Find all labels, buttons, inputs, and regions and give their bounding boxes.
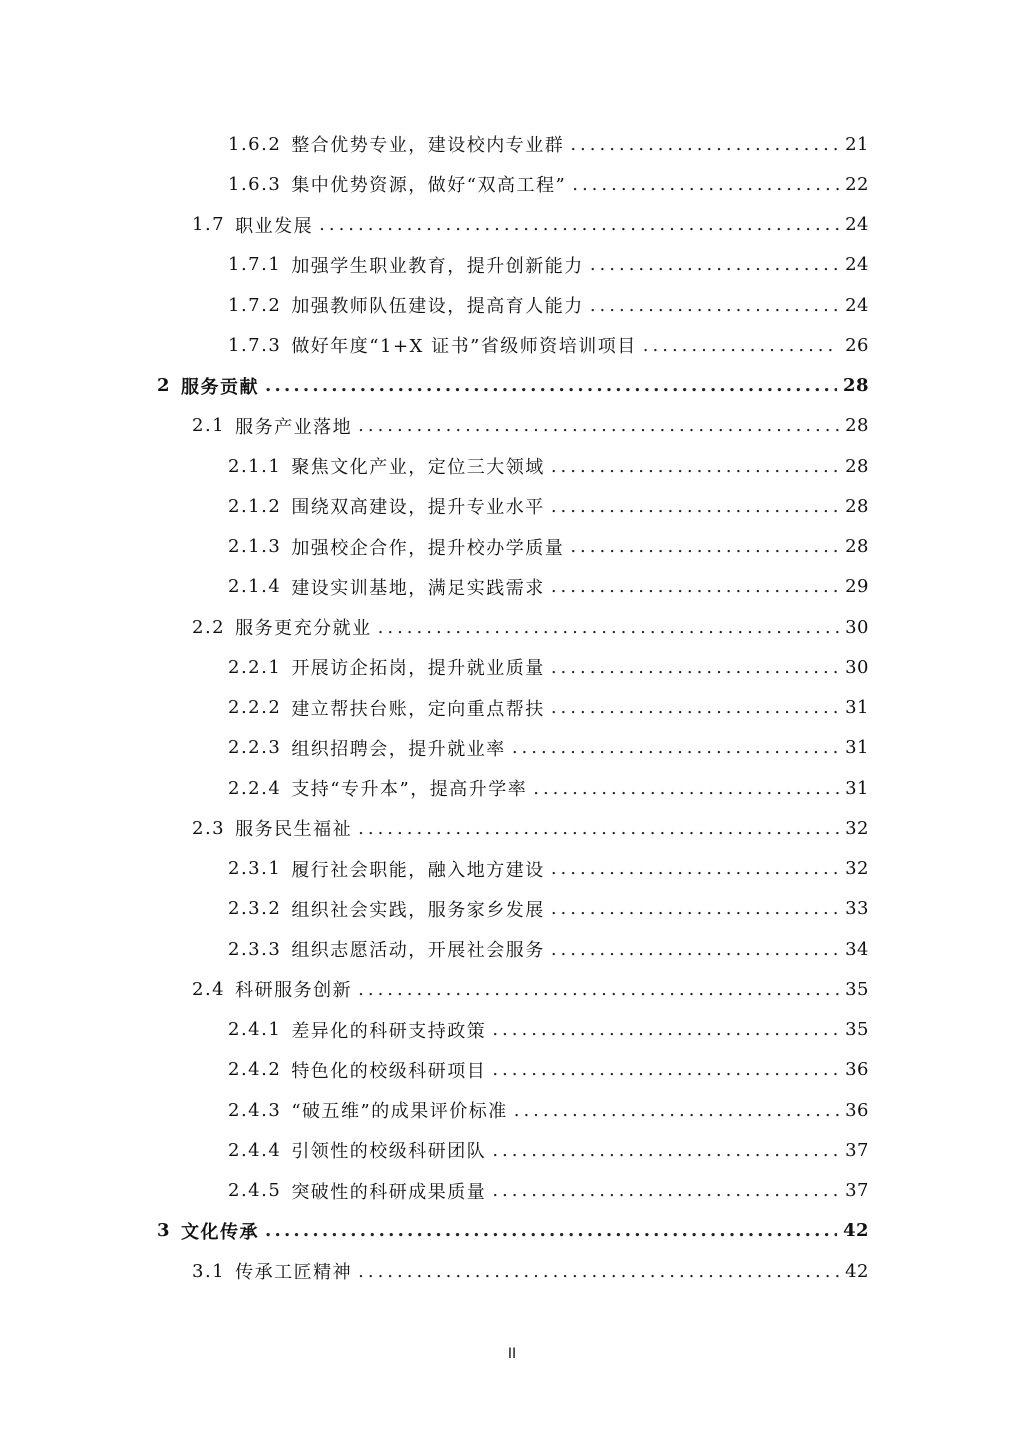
toc-entry-page: 31: [845, 777, 869, 799]
toc-leader-dots: [643, 335, 839, 356]
toc-entry-page: 32: [845, 858, 869, 880]
toc-entry-page: 24: [845, 294, 869, 316]
toc-entry-title: 科研服务创新: [235, 980, 353, 1002]
toc-entry-page: 35: [845, 1019, 869, 1041]
toc-entry[interactable]: [0, 1171, 1024, 1211]
toc-entry-page: 30: [845, 656, 869, 678]
toc-leader-dots: [492, 1140, 839, 1161]
toc-leader-dots: [319, 214, 839, 235]
toc-entry-title: 文化传承: [181, 1221, 260, 1243]
toc-entry[interactable]: [0, 969, 1024, 1009]
toc-entry-page: 33: [845, 898, 869, 920]
toc-entry[interactable]: [0, 446, 1024, 486]
toc-entry-number: 3.1: [192, 1260, 226, 1282]
toc-entry-page: 24: [845, 254, 869, 276]
toc-entry-page: 37: [845, 1139, 869, 1161]
toc-entry[interactable]: [0, 647, 1024, 687]
toc-entry-number: 2.4.4: [228, 1139, 282, 1161]
toc-entry-title: 履行社会职能，融入地方建设: [291, 859, 545, 881]
toc-leader-dots: [358, 1261, 839, 1282]
toc-entry-number: 2.2.4: [228, 777, 282, 799]
toc-entry[interactable]: [0, 164, 1024, 204]
toc-leader-dots: [492, 1019, 839, 1040]
toc-entry-title: 服务产业落地: [235, 416, 353, 438]
toc-leader-dots: [265, 1220, 837, 1241]
toc-entry-page: 29: [845, 576, 869, 598]
toc-entry-number: 1.7: [192, 214, 226, 236]
toc-entry-number: 1.7.2: [228, 294, 282, 316]
toc-leader-dots: [570, 134, 839, 155]
toc-entry-title: 做好年度“1+X 证书”省级师资培训项目: [291, 336, 637, 358]
table-of-contents: [0, 124, 1024, 1291]
toc-entry-number: 2.1.4: [228, 576, 282, 598]
toc-entry-title: 职业发展: [235, 215, 314, 237]
toc-entry-title: 加强校企合作，提升校办学质量: [291, 537, 565, 559]
toc-entry-title: 组织志愿活动，开展社会服务: [291, 940, 545, 962]
toc-entry-number: 2.4.3: [228, 1099, 282, 1121]
toc-leader-dots: [492, 1059, 839, 1080]
toc-leader-dots: [590, 295, 839, 316]
toc-entry[interactable]: [0, 728, 1024, 768]
toc-entry-title: 组织社会实践，服务家乡发展: [291, 899, 545, 921]
toc-entry-number: 2.4.5: [228, 1180, 282, 1202]
toc-entry[interactable]: [0, 688, 1024, 728]
toc-entry-page: 42: [842, 1220, 869, 1242]
toc-leader-dots: [551, 858, 839, 879]
toc-entry-number: 2.2: [192, 616, 226, 638]
toc-entry[interactable]: [0, 889, 1024, 929]
toc-leader-dots: [358, 415, 839, 436]
toc-entry-title: 引领性的校级科研团队: [291, 1141, 487, 1163]
toc-leader-dots: [265, 375, 837, 396]
toc-entry-number: 2.3: [192, 817, 226, 839]
toc-entry-number: 1.6.2: [228, 133, 282, 155]
toc-entry-title: “破五维”的成果评价标准: [291, 1101, 508, 1123]
toc-entry-page: 36: [845, 1059, 869, 1081]
toc-entry[interactable]: [0, 406, 1024, 446]
toc-entry-page: 26: [845, 334, 869, 356]
toc-entry[interactable]: [0, 1130, 1024, 1170]
toc-entry[interactable]: [0, 1090, 1024, 1130]
toc-entry-number: 2.1.3: [228, 536, 282, 558]
toc-leader-dots: [570, 536, 839, 557]
toc-entry-title: 差异化的科研支持政策: [291, 1020, 487, 1042]
toc-leader-dots: [514, 1100, 839, 1121]
toc-entry-title: 服务民生福祉: [235, 819, 353, 841]
toc-entry[interactable]: [0, 1251, 1024, 1291]
toc-entry-page: 24: [845, 214, 869, 236]
toc-entry[interactable]: [0, 607, 1024, 647]
toc-leader-dots: [358, 979, 839, 1000]
toc-entry[interactable]: [0, 808, 1024, 848]
toc-leader-dots: [378, 617, 839, 638]
toc-entry-title: 开展访企拓岗，提升就业质量: [291, 658, 545, 680]
toc-entry-number: 2.3.3: [228, 938, 282, 960]
toc-entry-page: 28: [845, 415, 869, 437]
toc-entry-number: 2.1.2: [228, 495, 282, 517]
toc-leader-dots: [572, 174, 839, 195]
toc-entry-number: 2.2.1: [228, 656, 282, 678]
toc-entry[interactable]: [0, 205, 1024, 245]
toc-entry[interactable]: [0, 1050, 1024, 1090]
toc-entry[interactable]: [0, 245, 1024, 285]
toc-leader-dots: [551, 697, 839, 718]
toc-entry-number: 3: [157, 1220, 172, 1242]
toc-entry-title: 传承工匠精神: [235, 1262, 353, 1284]
toc-entry-number: 2.1.1: [228, 455, 282, 477]
toc-entry-number: 1.7.1: [228, 254, 282, 276]
toc-leader-dots: [551, 939, 839, 960]
toc-entry-title: 特色化的校级科研项目: [291, 1060, 487, 1082]
toc-leader-dots: [551, 898, 839, 919]
toc-entry[interactable]: [0, 768, 1024, 808]
toc-entry-page: 34: [845, 938, 869, 960]
toc-entry[interactable]: [0, 929, 1024, 969]
toc-entry[interactable]: [0, 285, 1024, 325]
toc-entry-page: 35: [845, 978, 869, 1000]
toc-entry-title: 围绕双高建设，提升专业水平: [291, 497, 545, 519]
toc-entry-page: 28: [845, 455, 869, 477]
toc-leader-dots: [551, 496, 839, 517]
toc-entry[interactable]: [0, 849, 1024, 889]
toc-entry-title: 建设实训基地，满足实践需求: [291, 577, 545, 599]
toc-entry-page: 37: [845, 1180, 869, 1202]
toc-leader-dots: [551, 456, 839, 477]
toc-entry-page: 21: [845, 133, 869, 155]
toc-entry[interactable]: [0, 567, 1024, 607]
toc-leader-dots: [512, 737, 839, 758]
toc-entry-title: 集中优势资源，做好“双高工程”: [291, 175, 567, 197]
toc-entry-title: 组织招聘会，提升就业率: [291, 738, 506, 760]
toc-entry[interactable]: [0, 1010, 1024, 1050]
page-number: II: [507, 1346, 517, 1362]
toc-entry[interactable]: [0, 486, 1024, 526]
toc-entry[interactable]: [0, 527, 1024, 567]
toc-entry-page: 28: [845, 495, 869, 517]
toc-entry-number: 2.4.1: [228, 1019, 282, 1041]
toc-leader-dots: [533, 778, 839, 799]
toc-leader-dots: [551, 576, 839, 597]
toc-entry-page: 28: [842, 375, 869, 397]
toc-entry-page: 31: [845, 697, 869, 719]
toc-entry-number: 2: [157, 375, 172, 397]
toc-entry-page: 30: [845, 616, 869, 638]
toc-entry-number: 2.3.1: [228, 858, 282, 880]
toc-entry-page: 32: [845, 817, 869, 839]
toc-entry-title: 突破性的科研成果质量: [291, 1181, 487, 1203]
toc-entry-title: 加强学生职业教育，提升创新能力: [291, 255, 584, 277]
toc-entry-number: 1.7.3: [228, 334, 282, 356]
toc-entry[interactable]: [0, 1211, 1024, 1251]
toc-entry-number: 2.2.3: [228, 737, 282, 759]
toc-entry-number: 1.6.3: [228, 173, 282, 195]
toc-entry-number: 2.2.2: [228, 697, 282, 719]
toc-entry-title: 服务贡献: [181, 376, 260, 398]
toc-entry[interactable]: [0, 124, 1024, 164]
toc-leader-dots: [590, 254, 839, 275]
toc-entry-page: 22: [845, 173, 869, 195]
toc-entry-page: 31: [845, 737, 869, 759]
toc-leader-dots: [492, 1180, 839, 1201]
toc-entry-page: 28: [845, 536, 869, 558]
toc-entry-number: 2.4: [192, 978, 226, 1000]
toc-entry-page: 42: [845, 1260, 869, 1282]
toc-entry-title: 聚焦文化产业，定位三大领域: [291, 457, 545, 479]
toc-entry-title: 支持“专升本”，提高升学率: [291, 779, 528, 801]
toc-entry-page: 36: [845, 1099, 869, 1121]
toc-entry-number: 2.3.2: [228, 898, 282, 920]
toc-entry-title: 建立帮扶台账，定向重点帮扶: [291, 698, 545, 720]
toc-entry-number: 2.4.2: [228, 1059, 282, 1081]
toc-entry[interactable]: [0, 325, 1024, 365]
toc-entry-title: 加强教师队伍建设，提高育人能力: [291, 296, 584, 318]
toc-entry[interactable]: [0, 366, 1024, 406]
toc-leader-dots: [551, 657, 839, 678]
toc-leader-dots: [358, 818, 839, 839]
toc-entry-title: 整合优势专业，建设校内专业群: [291, 135, 565, 157]
toc-entry-number: 2.1: [192, 415, 226, 437]
toc-entry-title: 服务更充分就业: [235, 618, 372, 640]
